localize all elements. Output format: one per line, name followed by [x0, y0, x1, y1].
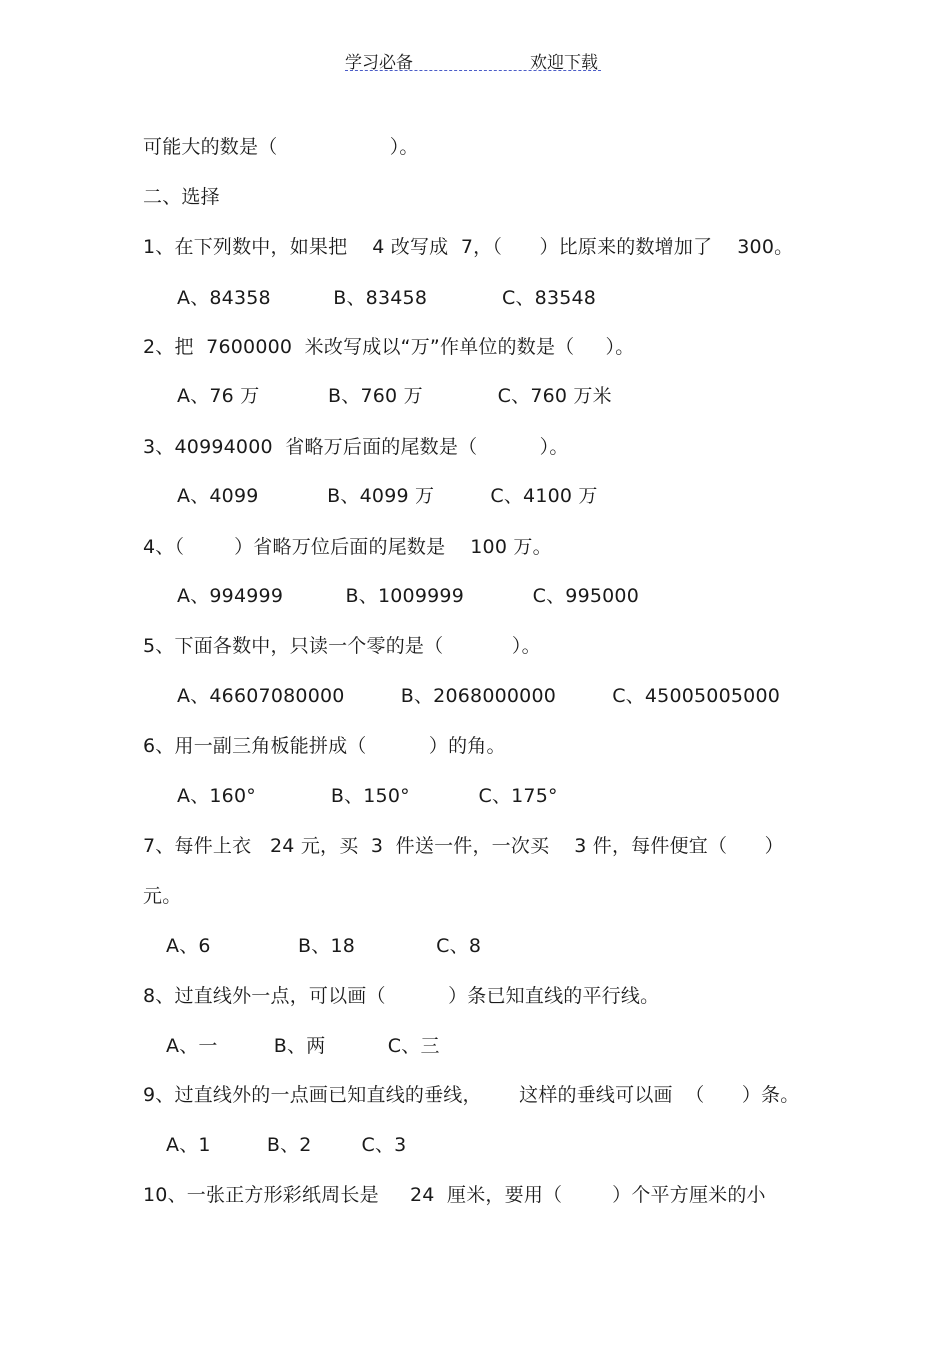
options-6: A、160° B、150° C、175° [177, 785, 558, 807]
question-7: 7、每件上衣 24 元，买 3 件送一件，一次买 3 件，每件便宜（ ） [143, 835, 784, 857]
options-2: A、76 万 B、760 万 C、760 万米 [177, 385, 612, 407]
options-4: A、994999 B、1009999 C、995000 [177, 585, 640, 607]
question-10: 10、一张正方形彩纸周长是 24 厘米，要用（ ）个平方厘米的小 [143, 1184, 766, 1206]
question-8: 8、过直线外一点，可以画（ ）条已知直线的平行线。 [143, 985, 660, 1007]
question-7-continued: 元。 [143, 885, 182, 907]
question-1: 1、在下列数中，如果把 4 改写成 7，（ ）比原来的数增加了 300。 [143, 236, 794, 258]
question-9: 9、过直线外的一点画已知直线的垂线， 这样的垂线可以画 （ ）条。 [143, 1084, 800, 1106]
header-rule [345, 70, 601, 71]
question-6: 6、用一副三角板能拼成（ ）的角。 [143, 735, 506, 757]
header-right: 欢迎下载 [530, 53, 598, 73]
options-8: A、一 B、两 C、三 [166, 1035, 440, 1057]
options-9: A、1 B、2 C、3 [166, 1134, 407, 1156]
question-2: 2、把 7600000 米改写成以“万”作单位的数是（ ）。 [143, 336, 635, 358]
options-5: A、46607080000 B、2068000000 C、45005005000 [177, 685, 781, 707]
options-3: A、4099 B、4099 万 C、4100 万 [177, 485, 598, 507]
options-1: A、84358 B、83458 C、83548 [177, 287, 597, 309]
options-7: A、6 B、18 C、8 [166, 935, 482, 957]
section-title: 二、选择 [143, 186, 220, 208]
question-4: 4、（ ）省略万位后面的尾数是 100 万。 [143, 536, 552, 558]
header-left: 学习必备 [345, 53, 413, 73]
question-5: 5、下面各数中，只读一个零的是（ ）。 [143, 635, 541, 657]
question-3: 3、40994000 省略万后面的尾数是（ ）。 [143, 436, 569, 458]
text-line: 可能大的数是（ ）。 [143, 136, 419, 158]
